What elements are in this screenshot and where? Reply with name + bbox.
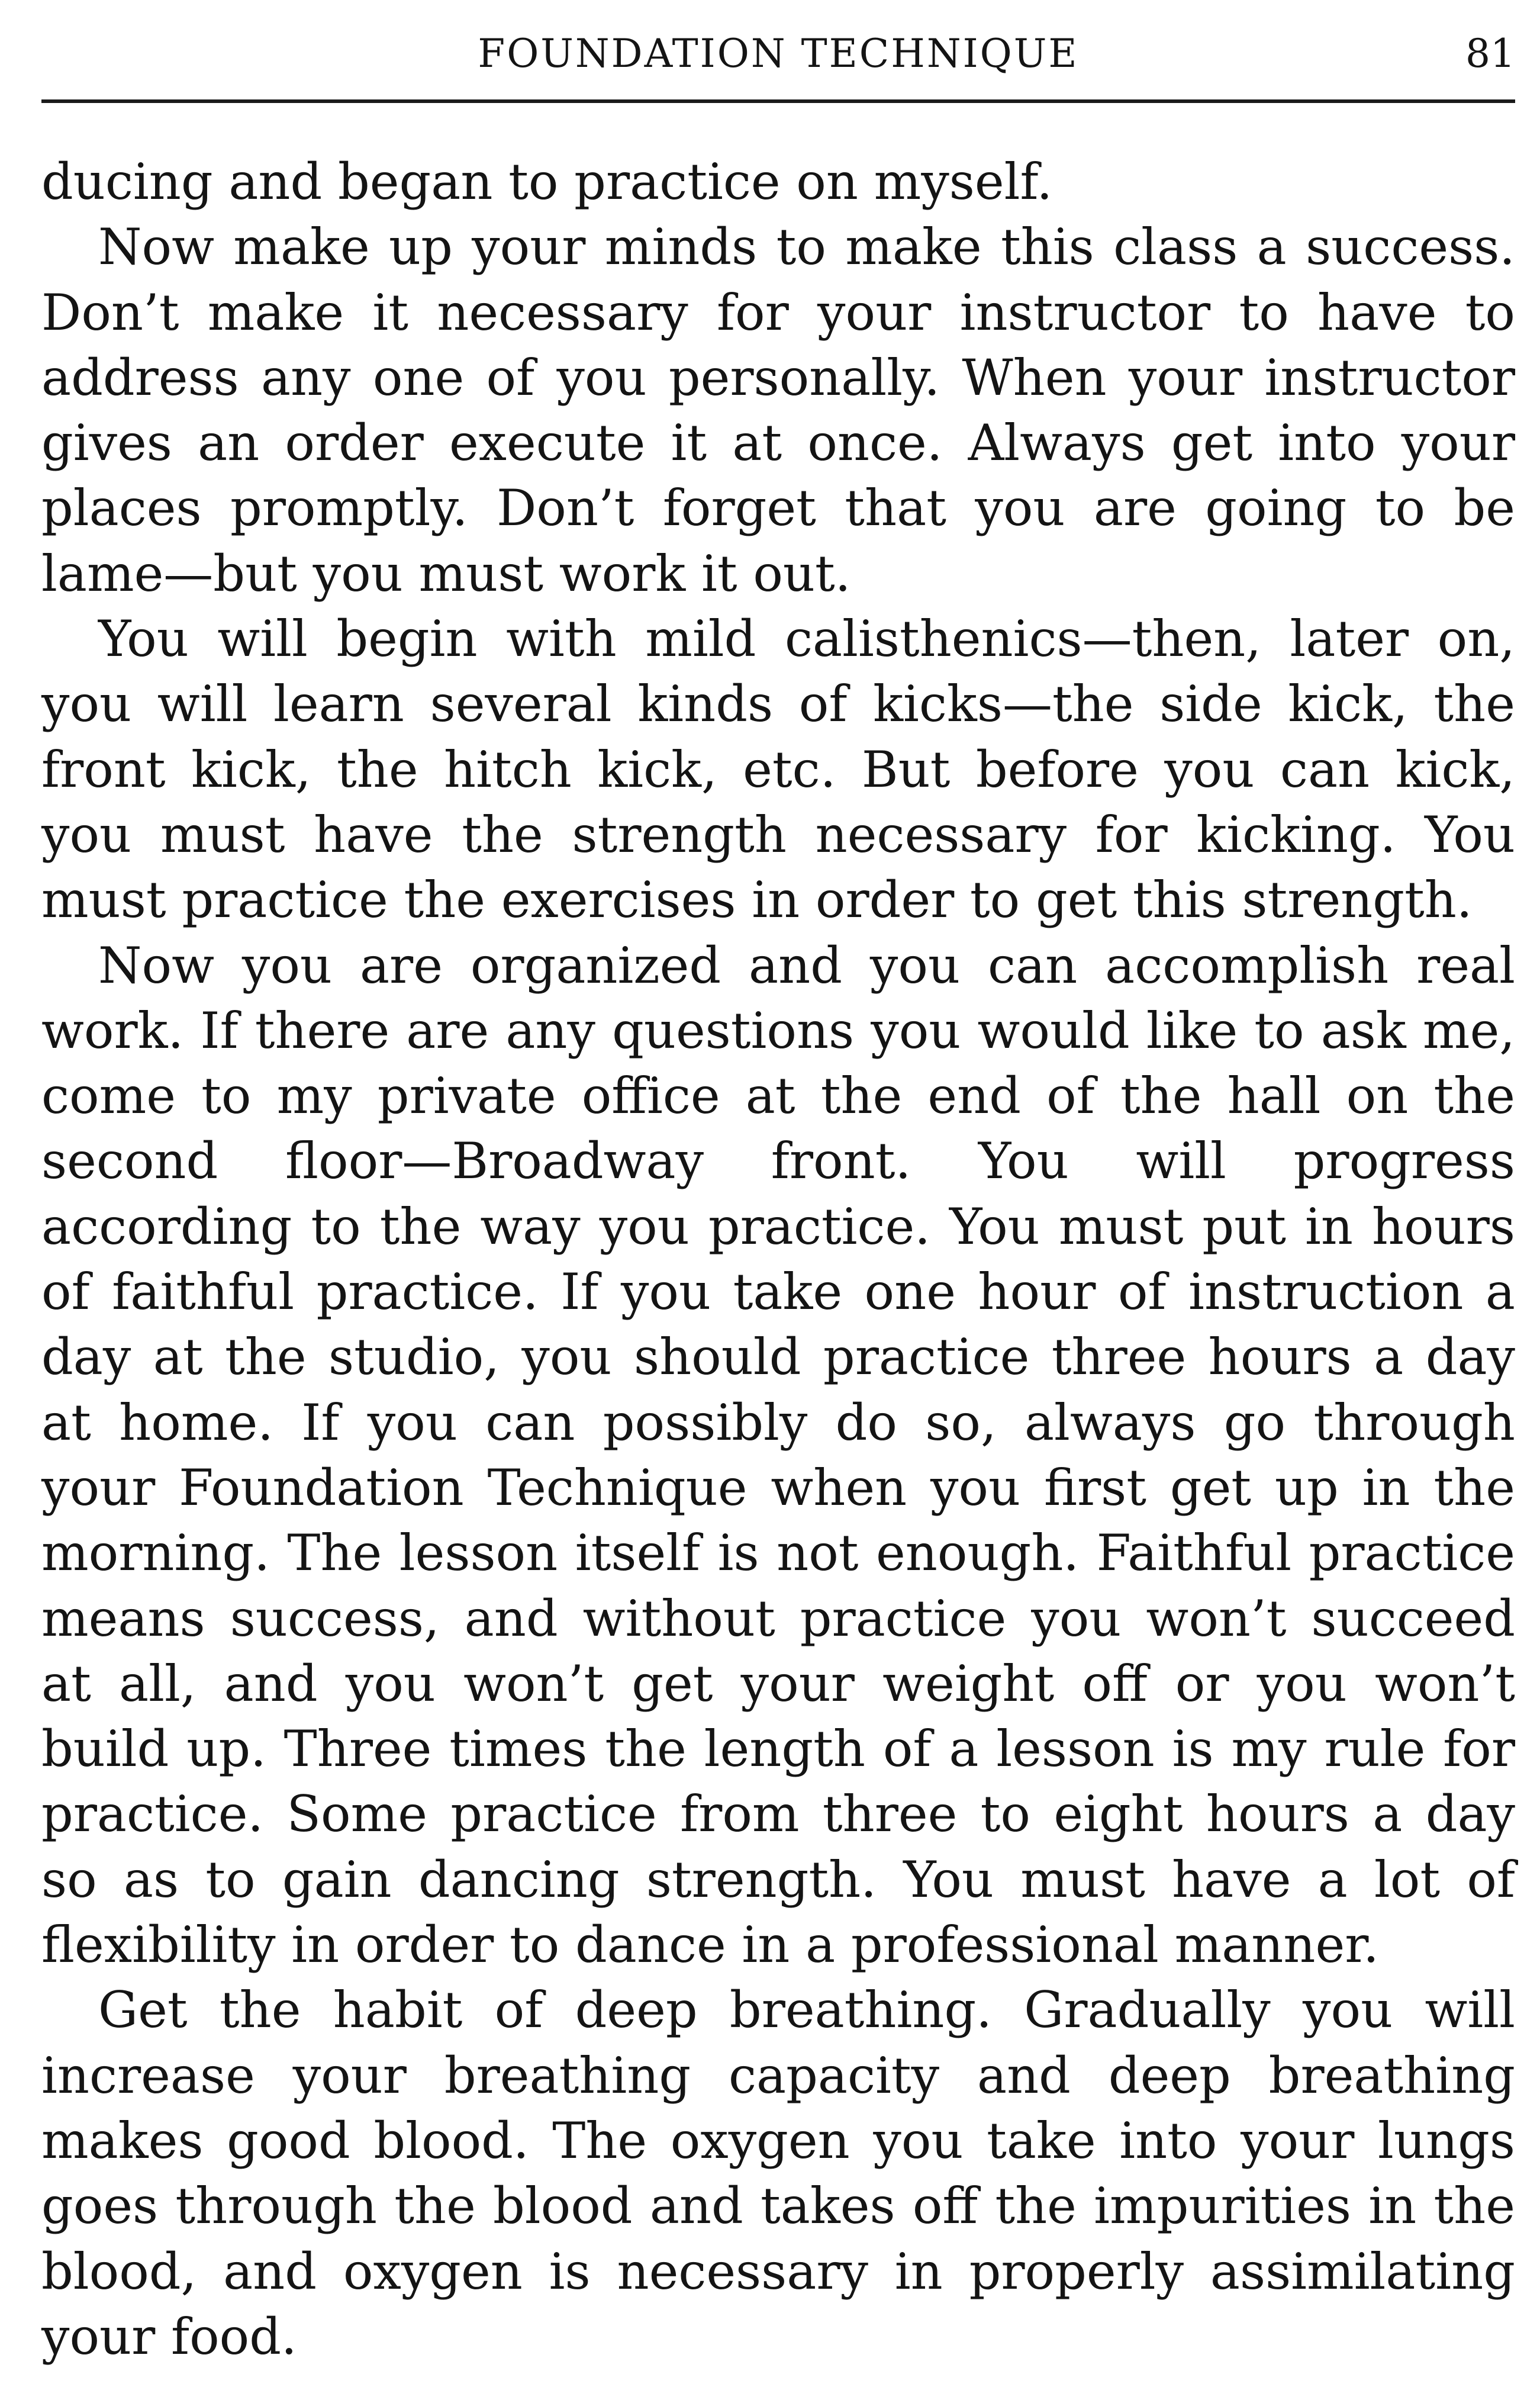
paragraph-breathing: Get the habit of deep breathing. Gradually you will increase your breathing capacity and deep breathing makes good blood. The oxygen you take into your lungs goes through the blood and takes off the impurities in the blood, and oxygen is necessary in properly assimilating your food.: [41, 1981, 1515, 2366]
running-head-title: FOUNDATION TECHNIQUE: [478, 31, 1079, 76]
header-rule: [41, 99, 1515, 103]
paragraph-calisthenics: You will begin with mild calisthenics—then, later on, you will learn several kinds of kicks—the side kick, the front kick, the hitch kick, etc. But before you can kick, you must have the strength necessary for kicking. You must practice the exercises in order to get this strength.: [41, 610, 1515, 929]
body-text: [41, 149, 1515, 2369]
running-head: [41, 18, 1515, 89]
paragraph-continuation: ducing and began to practice on myself.: [41, 153, 1053, 211]
page-number: 81: [1465, 31, 1515, 76]
paragraph-practice: Now you are organized and you can accomplish real work. If there are any questions you would like to ask me, come to my private office at the end of the hall on the second floor—Broadway front. You will progress according to the way you practice. You must put in hours of faithful practice. If you take one hour of instruction a day at the studio, you should practice three hours a day at home. If you can possibly do so, always go through your Foundation Technique when you first get up in the morning. The lesson itself is not enough. Faithful practice means success, and without practice you won’t succeed at all, and you won’t get your weight off or you won’t build up. Three times the length of a lesson is my rule for practice. Some practice from three to eight hours a day so as to gain dancing strength. You must have a lot of flexibility in order to dance in a professional manner.: [41, 936, 1515, 1974]
paragraph-class-success: Now make up your minds to make this class a success. Don’t make it necessary for your instructor to have to address any one of you personally. When your instructor gives an order execute it at once. Always get into your places promptly. Don’t forget that you are going to be lame—but you must work it out.: [41, 218, 1515, 603]
